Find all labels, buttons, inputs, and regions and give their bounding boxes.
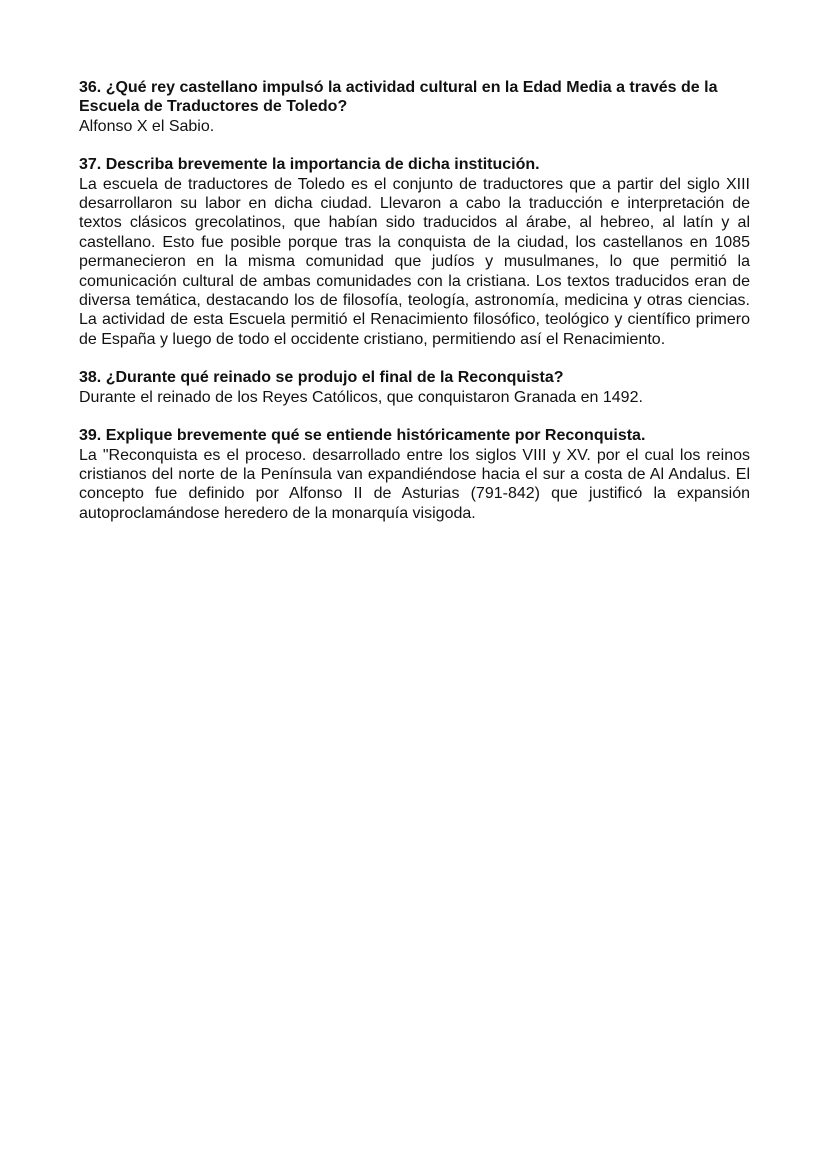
question-block-36 [79,78,750,136]
question-heading: 39. Explique brevemente qué se entiende históricamente por Reconquista. [79,427,646,445]
question-heading: 37. Describa brevemente la importancia de dicha institución. [79,156,540,174]
question-block-39 [79,426,750,523]
question-heading: 38. ¿Durante qué reinado se produjo el final de la Reconquista? [79,369,564,387]
answer-text: Durante el reinado de los Reyes Católicos, que conquistaron Granada en 1492. [79,388,643,406]
document-page [79,78,750,542]
question-block-38 [79,368,750,407]
question-heading: 36. ¿Qué rey castellano impulsó la actividad cultural en la Edad Media a través de la Escuela de Traductores de Toledo? [79,79,718,116]
question-block-37 [79,155,750,349]
answer-text: La "Reconquista es el proceso. desarrollado entre los siglos VIII y XV. por el cual los reinos cristianos del norte de la Península van expandiéndose hacia el sur a costa de Al Andalus. El concepto fue definido por Alfonso II de Asturias (791-842) que justificó la expansión autoproclamándose heredero de la monarquía visigoda. [79,446,750,522]
answer-text: Alfonso X el Sabio. [79,117,215,135]
answer-text: La escuela de traductores de Toledo es el conjunto de traductores que a partir del siglo XIII desarrollaron su labor en dicha ciudad. Llevaron a cabo la traducción e interpretación de textos clásicos grecolatinos, que habían sido traducidos al árabe, al hebreo, al latín y al castellano. Esto fue posible porque tras la conquista de la ciudad, los castellanos en 1085 permanecieron en la misma comunidad que judíos y musulmanes, lo que permitió la comunicación cultural de ambas comunidades con la cristiana. Los textos traducidos eran de diversa temática, destacando los de filosofía, teología, astronomía, medicina y otras ciencias. La actividad de esta Escuela permitió el Renacimiento filosófico, teológico y científico primero de España y luego de todo el occidente cristiano, permitiendo así el Renacimiento. [79,175,750,348]
